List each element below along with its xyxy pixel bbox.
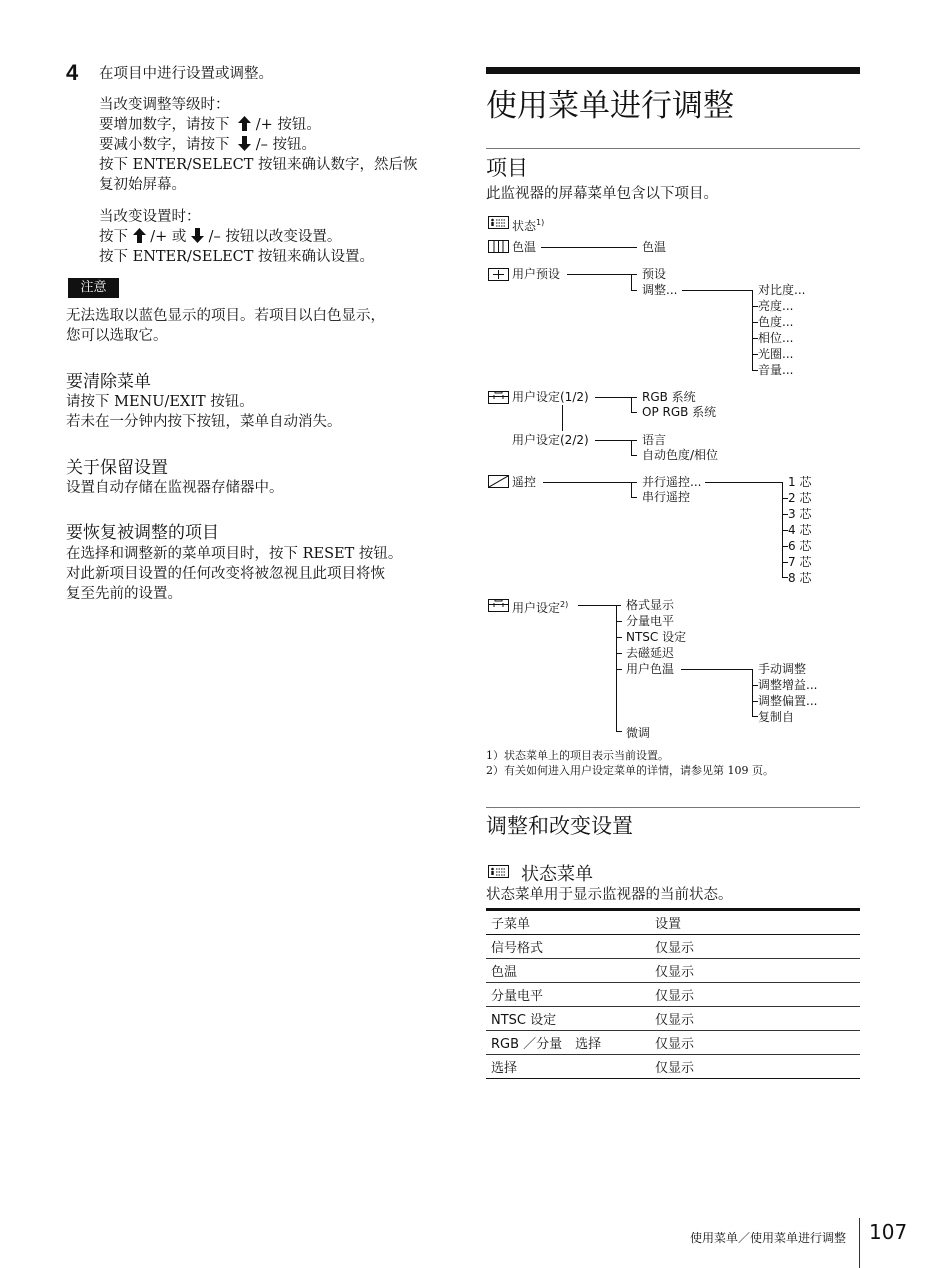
clear-menu-line-1: 请按下 MENU/EXIT 按钮。: [66, 394, 254, 410]
tree-connector: [752, 290, 753, 371]
tree-connector: [682, 290, 752, 291]
tree-rgb-system: RGB 系统: [642, 390, 696, 404]
table-cell: 分量电平: [491, 989, 544, 1004]
tree-remote: 遥控: [512, 475, 537, 489]
tree-status: [512, 216, 544, 233]
tree-preset: 预设: [642, 267, 667, 281]
tree-copy-to: 复制自: [758, 710, 795, 724]
footer-section-label: 使用菜单／使用菜单进行调整: [690, 1231, 847, 1245]
setting-intro: 当改变设置时：: [99, 209, 201, 225]
table-row: [486, 959, 860, 983]
level-intro: 当改变调整等级时：: [99, 97, 230, 113]
arrow-up-icon: [238, 116, 251, 131]
tree-serial-remote: 串行遥控: [642, 490, 691, 504]
tree-connector: [631, 497, 637, 498]
clear-menu-heading: 要清除菜单: [66, 372, 151, 392]
table-header-setting: 设置: [655, 917, 682, 932]
table-row: [486, 1007, 860, 1031]
tree-user-settings-label: 用户设定: [512, 601, 561, 615]
table-cell: 仅显示: [655, 965, 695, 980]
status-menu-icon: [488, 216, 509, 229]
tree-user-preset: 用户预设: [512, 267, 561, 281]
keep-settings-line-1: 设置自动存储在监视器存储器中。: [66, 480, 284, 496]
tree-connector: [562, 405, 563, 431]
status-menu-icon: [488, 865, 509, 878]
tree-connector: [631, 397, 632, 413]
tree-aperture: 光圈...: [758, 347, 794, 361]
table-cell: 仅显示: [655, 989, 695, 1004]
step-number: 4: [66, 60, 79, 85]
arrow-down-icon: [191, 228, 204, 243]
level-increase-text: 要增加数字，请按下: [99, 117, 230, 133]
note-line-2: 您可以选取它。: [66, 328, 168, 344]
tree-fine-tune: 微调: [626, 726, 651, 740]
tree-user-config-2-2: 用户设定(2/2): [512, 433, 589, 447]
table-row: [486, 1055, 860, 1079]
color-temp-icon: [488, 240, 509, 253]
footnote-ref-1: 1): [536, 218, 545, 227]
tree-user-settings: [512, 598, 568, 615]
tree-connector: [578, 605, 621, 606]
tree-connector: [631, 482, 632, 498]
section-divider: [486, 148, 860, 149]
table-cell: 信号格式: [491, 941, 544, 956]
items-intro: 此监视器的屏幕菜单包含以下项目。: [486, 186, 718, 202]
setting-press-text-a: 按下: [99, 229, 128, 245]
restore-line-1: 在选择和调整新的菜单项目时，按下 RESET 按钮。: [66, 546, 403, 562]
level-decrease: [99, 135, 316, 155]
table-cell: 仅显示: [655, 1061, 695, 1076]
table-row: [486, 1031, 860, 1055]
table-cell: 仅显示: [655, 941, 695, 956]
tree-connector: [705, 482, 783, 483]
table-header-row: [486, 910, 860, 935]
table-header-submenu: 子菜单: [491, 917, 531, 932]
setting-press-text-b: /+ 或: [150, 229, 187, 245]
table-row: [486, 935, 860, 959]
tree-auto-chroma-phase: 自动色度/相位: [642, 448, 719, 462]
adjust-heading: 调整和改变设置: [486, 814, 633, 838]
tree-user-config-1-2: 用户设定(1/2): [512, 390, 589, 404]
table-cell: 仅显示: [655, 1037, 695, 1052]
tree-ntsc-setup: NTSC 设定: [626, 630, 687, 644]
status-menu-table: [486, 908, 860, 1079]
tree-pin-4: 4 芯: [788, 523, 812, 537]
page-title: 使用菜单进行调整: [486, 88, 734, 124]
tree-connector: [631, 274, 632, 291]
level-decrease-text: 要减小数字，请按下: [99, 137, 230, 153]
tree-op-rgb-system: OP RGB 系统: [642, 405, 717, 419]
keep-settings-heading: 关于保留设置: [66, 458, 168, 478]
tree-phase: 相位...: [758, 331, 794, 345]
restore-heading: 要恢复被调整的项目: [66, 523, 219, 543]
tree-status-label: 状态: [512, 219, 537, 233]
user-config-icon: [488, 391, 509, 404]
section-divider: [486, 807, 860, 808]
restore-line-3: 复至先前的设置。: [66, 586, 182, 602]
arrow-up-icon: [133, 228, 146, 243]
user-settings-icon: [488, 599, 509, 612]
tree-adjust-bias: 调整偏置...: [758, 694, 818, 708]
tree-chroma: 色度...: [758, 315, 794, 329]
tree-adjust-gain: 调整增益...: [758, 678, 818, 692]
tree-connector: [631, 455, 637, 456]
tree-pin-2: 2 芯: [788, 491, 812, 505]
table-cell: 色温: [491, 965, 518, 980]
tree-connector: [631, 440, 632, 456]
tree-connector: [631, 412, 637, 413]
tree-volume: 音量...: [758, 363, 794, 377]
items-heading: 项目: [486, 156, 528, 180]
table-cell: 选择: [491, 1061, 518, 1076]
tree-color-temp: 色温: [512, 240, 537, 254]
tree-format-display: 格式显示: [626, 598, 675, 612]
user-preset-icon: [488, 268, 509, 281]
title-bar: [486, 67, 860, 74]
tree-parallel-remote: 并行遥控...: [642, 475, 702, 489]
tree-pin-7: 7 芯: [788, 555, 812, 569]
status-menu-intro: 状态菜单用于显示监视器的当前状态。: [486, 887, 733, 903]
tree-color-temp-child: 色温: [642, 240, 667, 254]
tree-adjust: 调整...: [642, 283, 678, 297]
table-cell: 仅显示: [655, 1013, 695, 1028]
tree-component-level: 分量电平: [626, 614, 675, 628]
arrow-down-icon: [238, 136, 251, 151]
tree-degauss-delay: 去磁延迟: [626, 646, 675, 660]
footer-divider: [859, 1218, 860, 1268]
restore-line-2: 对此新项目设置的任何改变将被忽视且此项目将恢: [66, 566, 385, 582]
setting-press: [99, 227, 341, 247]
tree-pin-1: 1 芯: [788, 475, 812, 489]
clear-menu-line-2: 若未在一分钟内按下按钮，菜单自动消失。: [66, 414, 342, 430]
note-badge: 注意: [68, 278, 119, 298]
tree-user-color-temp: 用户色温: [626, 662, 675, 676]
setting-confirm: 按下 ENTER/SELECT 按钮来确认设置。: [99, 249, 375, 265]
footnote-ref-2: 2): [560, 600, 569, 609]
page-number: 107: [869, 1220, 908, 1244]
setting-press-text-c: /– 按钮以改变设置。: [208, 229, 342, 245]
tree-connector: [543, 482, 637, 483]
level-decrease-button-text: /– 按钮。: [255, 137, 316, 153]
tree-connector: [681, 669, 752, 670]
footnote-2: 2）有关如何进入用户设定菜单的详情，请参见第 109 页。: [486, 764, 774, 777]
tree-connector: [541, 247, 637, 248]
level-confirm-2: 复初始屏幕。: [99, 177, 186, 193]
tree-manual-adjust: 手动调整: [758, 662, 807, 676]
level-increase-button-text: /+ 按钮。: [255, 117, 321, 133]
tree-connector: [752, 669, 753, 717]
footnote-1: 1）状态菜单上的项目表示当前设置。: [486, 749, 669, 762]
level-confirm-1: 按下 ENTER/SELECT 按钮来确认数字，然后恢: [99, 157, 418, 173]
table-cell: RGB ／分量 选择: [491, 1037, 602, 1052]
status-menu-heading: 状态菜单: [521, 864, 593, 885]
note-line-1: 无法选取以蓝色显示的项目。若项目以白色显示，: [66, 308, 385, 324]
table-row: [486, 983, 860, 1007]
tree-contrast: 对比度...: [758, 283, 806, 297]
tree-brightness: 亮度...: [758, 299, 794, 313]
remote-icon: [488, 475, 509, 488]
step-text: 在项目中进行设置或调整。: [99, 66, 273, 82]
level-increase: [99, 115, 321, 135]
tree-pin-6: 6 芯: [788, 539, 812, 553]
tree-pin-3: 3 芯: [788, 507, 812, 521]
tree-connector: [631, 290, 637, 291]
tree-connector: [567, 274, 637, 275]
tree-pin-8: 8 芯: [788, 571, 812, 585]
tree-language: 语言: [642, 433, 667, 447]
table-cell: NTSC 设定: [491, 1013, 557, 1028]
